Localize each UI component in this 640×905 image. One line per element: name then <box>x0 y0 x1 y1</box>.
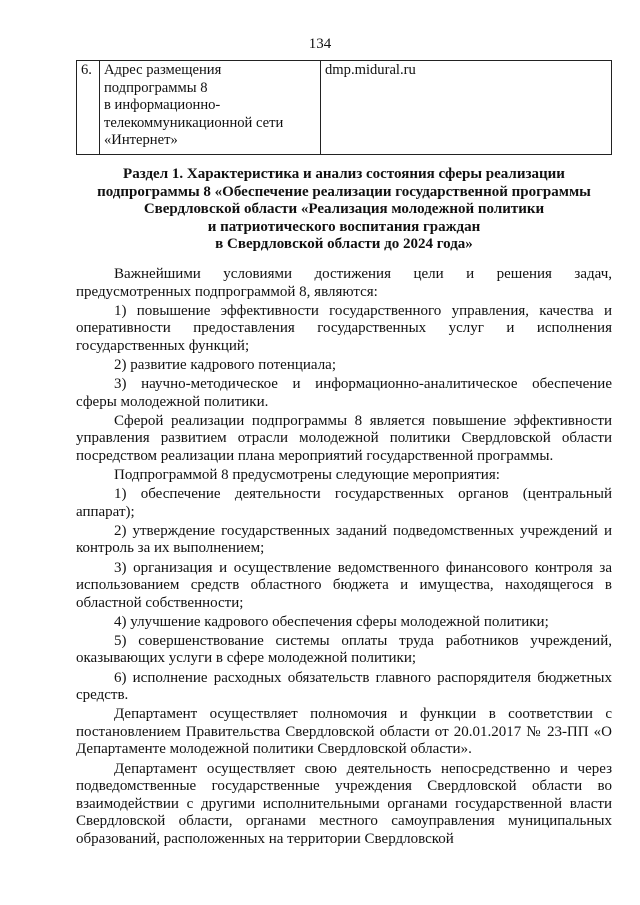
section-title-line: Раздел 1. Характеристика и анализ состояния сферы реализации <box>123 166 565 182</box>
row-label-line: телекоммуникационной сети <box>104 114 284 131</box>
row-label-line: Адрес размещения <box>104 62 222 78</box>
paragraph: Департамент осуществляет свою деятельность непосредственно и через подведомственные государственные учреждения Свердловской области во взаимодействии с другими исполнительными органами государственной власти Свердловской области, органами местного самоуправления муниципальных образований, расположенных на территории Свердловской <box>76 760 612 847</box>
row-label-line: «Интернет» <box>104 132 178 148</box>
paragraph: 4) улучшение кадрового обеспечения сферы молодежной политики; <box>114 613 549 630</box>
table-row <box>77 61 612 155</box>
paragraph: Департамент осуществляет полномочия и функции в соответствии с постановлением Правительства Свердловской области от 20.01.2017 № 23-ПП «О Департаменте молодежной политики Свердловской области». <box>76 706 612 758</box>
page-number: 134 <box>308 36 332 52</box>
body-text <box>76 266 612 850</box>
paragraph: 6) исполнение расходных обязательств главного распорядителя бюджетных средств. <box>76 669 612 704</box>
row-number: 6. <box>77 61 100 155</box>
row-label-line: в информационно- <box>104 97 221 113</box>
paragraph: 2) утверждение государственных заданий подведомственных учреждений и контроль за их выполнением; <box>76 522 612 557</box>
row-value: dmp.midural.ru <box>321 61 612 155</box>
row-label <box>100 61 321 155</box>
paragraph: 1) обеспечение деятельности государственных органов (центральный аппарат); <box>76 486 612 520</box>
paragraph: 5) совершенствование системы оплаты труда работников учреждений, оказывающих услуги в сфере молодежной политики; <box>76 632 612 667</box>
paragraph: 1) повышение эффективности государственного управления, качества и оперативности предоставления государственных услуг и исполнения государственных функций; <box>76 302 612 354</box>
paragraph: Важнейшими условиями достижения цели и решения задач, предусмотренных подпрограммой 8, являются: <box>76 266 612 300</box>
passport-table <box>76 60 612 155</box>
row-label-line: подпрограммы 8 <box>104 79 208 96</box>
section-title-line: и патриотического воспитания граждан <box>207 218 481 235</box>
section-title-line: Свердловской области «Реализация молодежной политики <box>143 201 545 217</box>
section-title <box>76 166 612 254</box>
paragraph: 3) организация и осуществление ведомственного финансового контроля за использованием средств областного бюджета и имущества, находящегося в областной собственности; <box>76 559 612 611</box>
paragraph: 3) научно-методическое и информационно-аналитическое обеспечение сферы молодежной политики. <box>76 376 612 410</box>
paragraph: Сферой реализации подпрограммы 8 является повышение эффективности управления развитием отрасли молодежной политики Свердловской области посредством реализации плана мероприятий государственной программы. <box>76 412 612 464</box>
paragraph: 2) развитие кадрового потенциала; <box>114 356 337 373</box>
section-title-line: подпрограммы 8 «Обеспечение реализации государственной программы <box>97 183 591 200</box>
section-title-line: в Свердловской области до 2024 года» <box>215 236 473 252</box>
paragraph: Подпрограммой 8 предусмотрены следующие мероприятия: <box>114 467 500 484</box>
